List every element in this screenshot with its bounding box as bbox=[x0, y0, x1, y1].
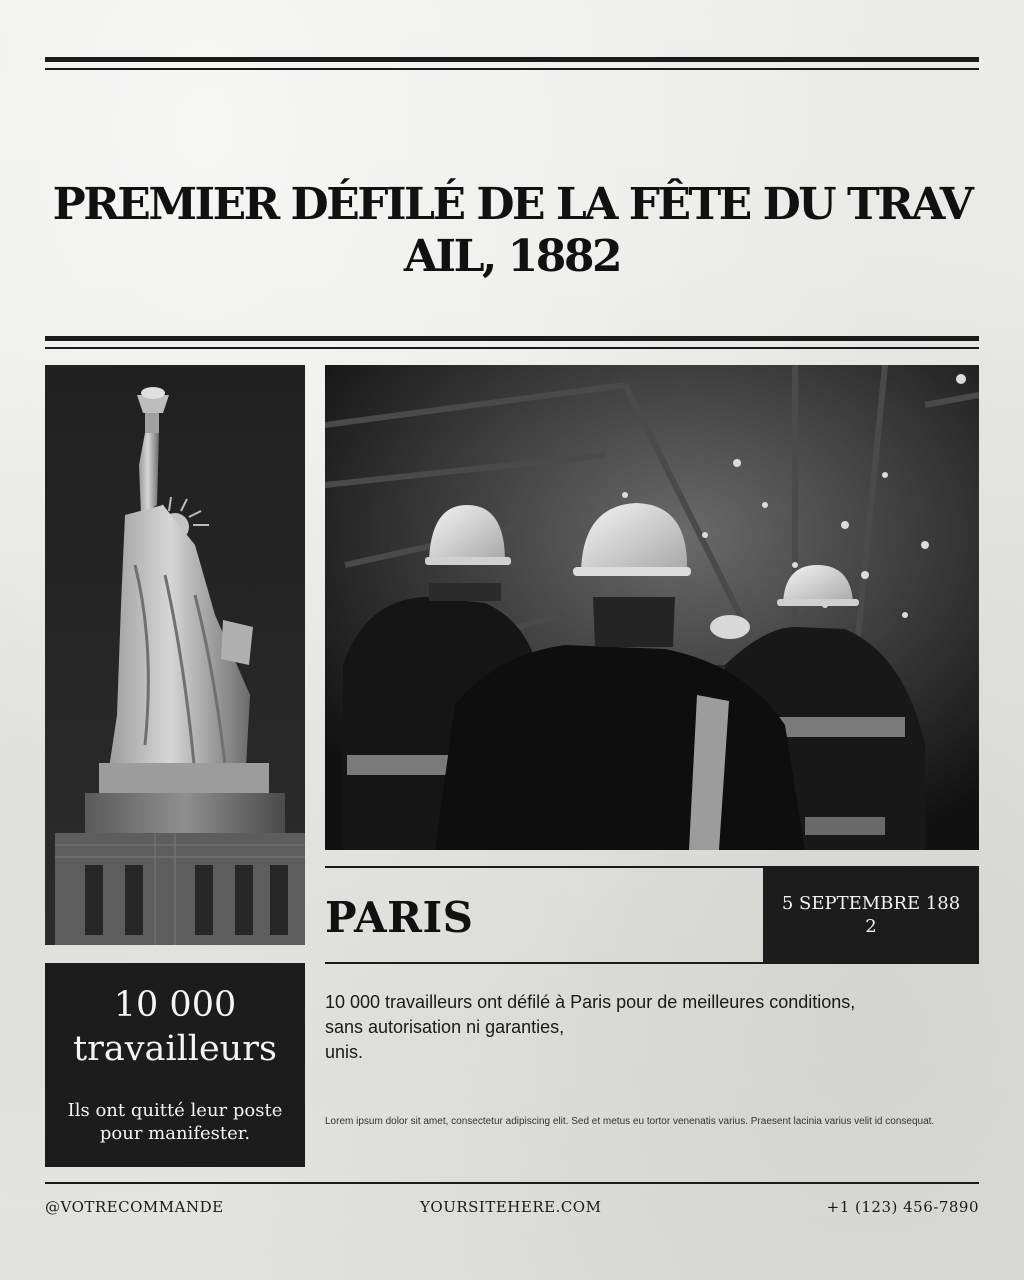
body-line: unis. bbox=[325, 1042, 364, 1062]
factory-workers-hardhats-photo bbox=[325, 365, 979, 850]
mid-rule-thick bbox=[45, 336, 979, 341]
date-label: 5 SEPTEMBRE 1882 bbox=[781, 893, 961, 937]
stat-box bbox=[45, 963, 305, 1167]
phone-number[interactable]: +1 (123) 456-7890 bbox=[826, 1198, 979, 1216]
stat-caption: Ils ont quitté leur poste pour manifester. bbox=[67, 1100, 283, 1144]
stat-headline: 10 000 travailleurs bbox=[73, 985, 277, 1069]
social-handle[interactable]: @VOTRECOMMANDE bbox=[45, 1198, 224, 1216]
website-link[interactable]: YOURSITEHERE.COM bbox=[420, 1198, 602, 1216]
date-badge bbox=[763, 866, 979, 964]
footer-rule bbox=[45, 1182, 979, 1184]
top-rule-thin bbox=[45, 68, 979, 70]
top-rule-thick bbox=[45, 57, 979, 62]
mid-rule-thin bbox=[45, 347, 979, 349]
body-line: sans autorisation ni garanties, bbox=[325, 1017, 565, 1037]
city-label: PARIS bbox=[325, 893, 474, 942]
body-line: 10 000 travailleurs ont défilé à Paris pour de meilleures conditions, bbox=[325, 992, 856, 1012]
statue-of-liberty-photo bbox=[45, 365, 305, 945]
page-title: PREMIER DÉFILÉ DE LA FÊTE DU TRAVAIL, 1882 bbox=[52, 179, 972, 283]
lorem-text: Lorem ipsum dolor sit amet, consectetur adipiscing elit. Sed et metus eu tortor venenatis varius. Praesent lacinia varius velit id consequat. bbox=[325, 1116, 935, 1127]
info-bottom-rule bbox=[325, 962, 979, 964]
article-body bbox=[325, 990, 965, 1065]
